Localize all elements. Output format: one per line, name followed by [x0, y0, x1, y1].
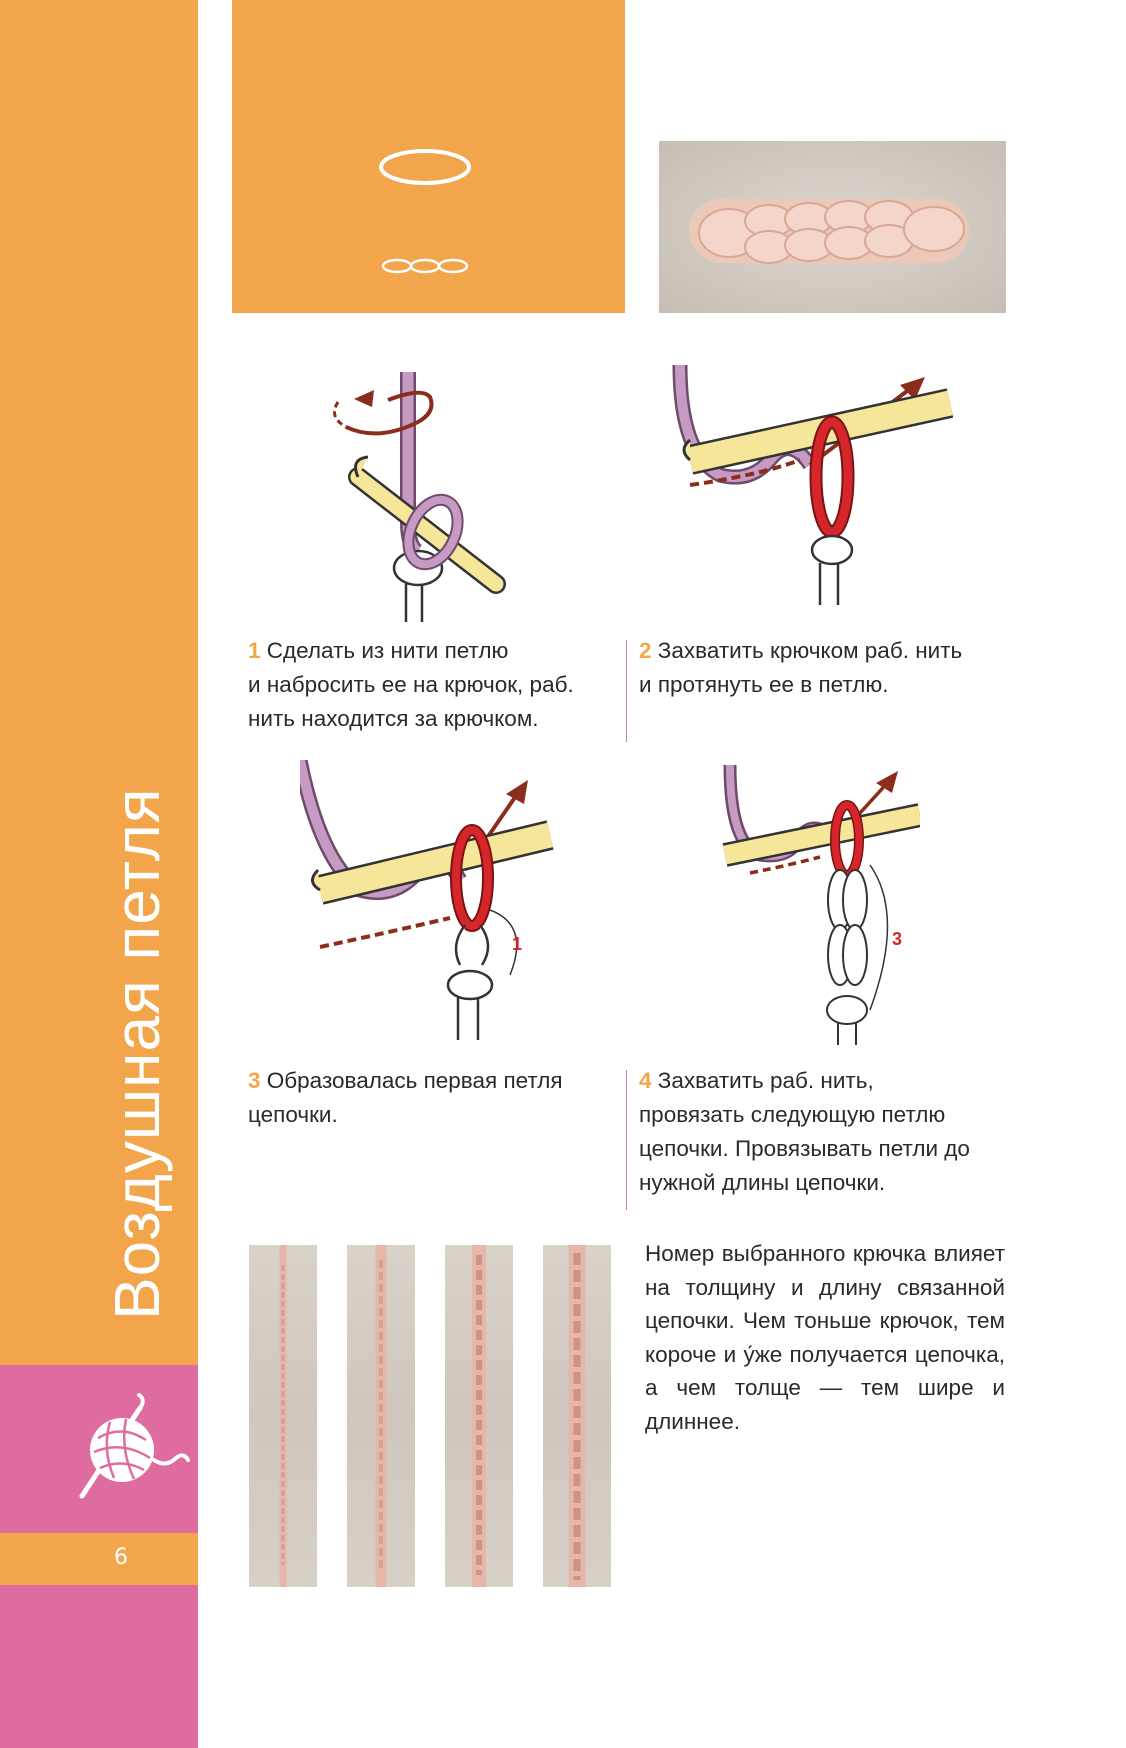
loop-label-3: 3	[892, 929, 903, 949]
page-number: 6	[114, 1545, 128, 1570]
step-4-diagram	[720, 765, 920, 1045]
step-1-diagram	[318, 372, 518, 622]
sidebar-pink-bottom	[0, 1585, 198, 1748]
step-1-line-2: и набросить ее на крючок, раб.	[248, 672, 574, 697]
step-2-line-1: Захватить крючком раб. нить	[657, 638, 963, 663]
step-3-line-1: Образовалась первая петля	[266, 1068, 563, 1093]
step-3-line-2: цепочки.	[248, 1102, 338, 1127]
step-1-line-1: Сделать из нити петлю	[266, 638, 509, 663]
chain-sample-1	[249, 1245, 317, 1587]
chain-sample-4	[543, 1245, 611, 1587]
step-4-caption	[639, 1064, 1019, 1200]
step-4-line-2: провязать следующую петлю	[639, 1102, 946, 1127]
chain-sample-2	[347, 1245, 415, 1587]
chapter-title: Воздушная петля	[101, 787, 173, 1320]
divider-1	[626, 640, 627, 742]
step-3-number: 3	[248, 1068, 261, 1093]
step-2-diagram	[660, 365, 960, 615]
yarn-ball-icon	[70, 1388, 190, 1503]
step-2-number: 2	[639, 638, 652, 663]
loop-label-1: 1	[512, 934, 523, 954]
step-4-number: 4	[639, 1068, 652, 1093]
step-4-line-3: цепочки. Провязывать петли до	[639, 1136, 970, 1161]
step-3-caption	[248, 1064, 638, 1132]
divider-2	[626, 1070, 627, 1210]
hook-size-description: Номер выбранного крючка влияет на толщину и длину связанной цепочки. Чем тоньше крючок, тем короче и у́же получается цепочка, а чем толще — тем шире и длиннее.	[645, 1241, 1005, 1434]
chain-braid-image	[659, 141, 1006, 313]
chain-photo	[659, 141, 1006, 313]
step-4-line-4: нужной длины цепочки.	[639, 1170, 886, 1195]
step-2-caption	[639, 634, 1019, 702]
chain-symbol-icon	[232, 0, 625, 313]
step-2-line-2: и протянуть ее в петлю.	[639, 672, 889, 697]
step-4-line-1: Захватить раб. нить,	[657, 1068, 874, 1093]
chain-sample-3	[445, 1245, 513, 1587]
step-3-diagram	[300, 760, 560, 1040]
chart-symbol-panel	[232, 0, 625, 313]
step-1-number: 1	[248, 638, 261, 663]
step-1-line-3: нить находится за крючком.	[248, 706, 539, 731]
step-1-caption	[248, 634, 638, 736]
